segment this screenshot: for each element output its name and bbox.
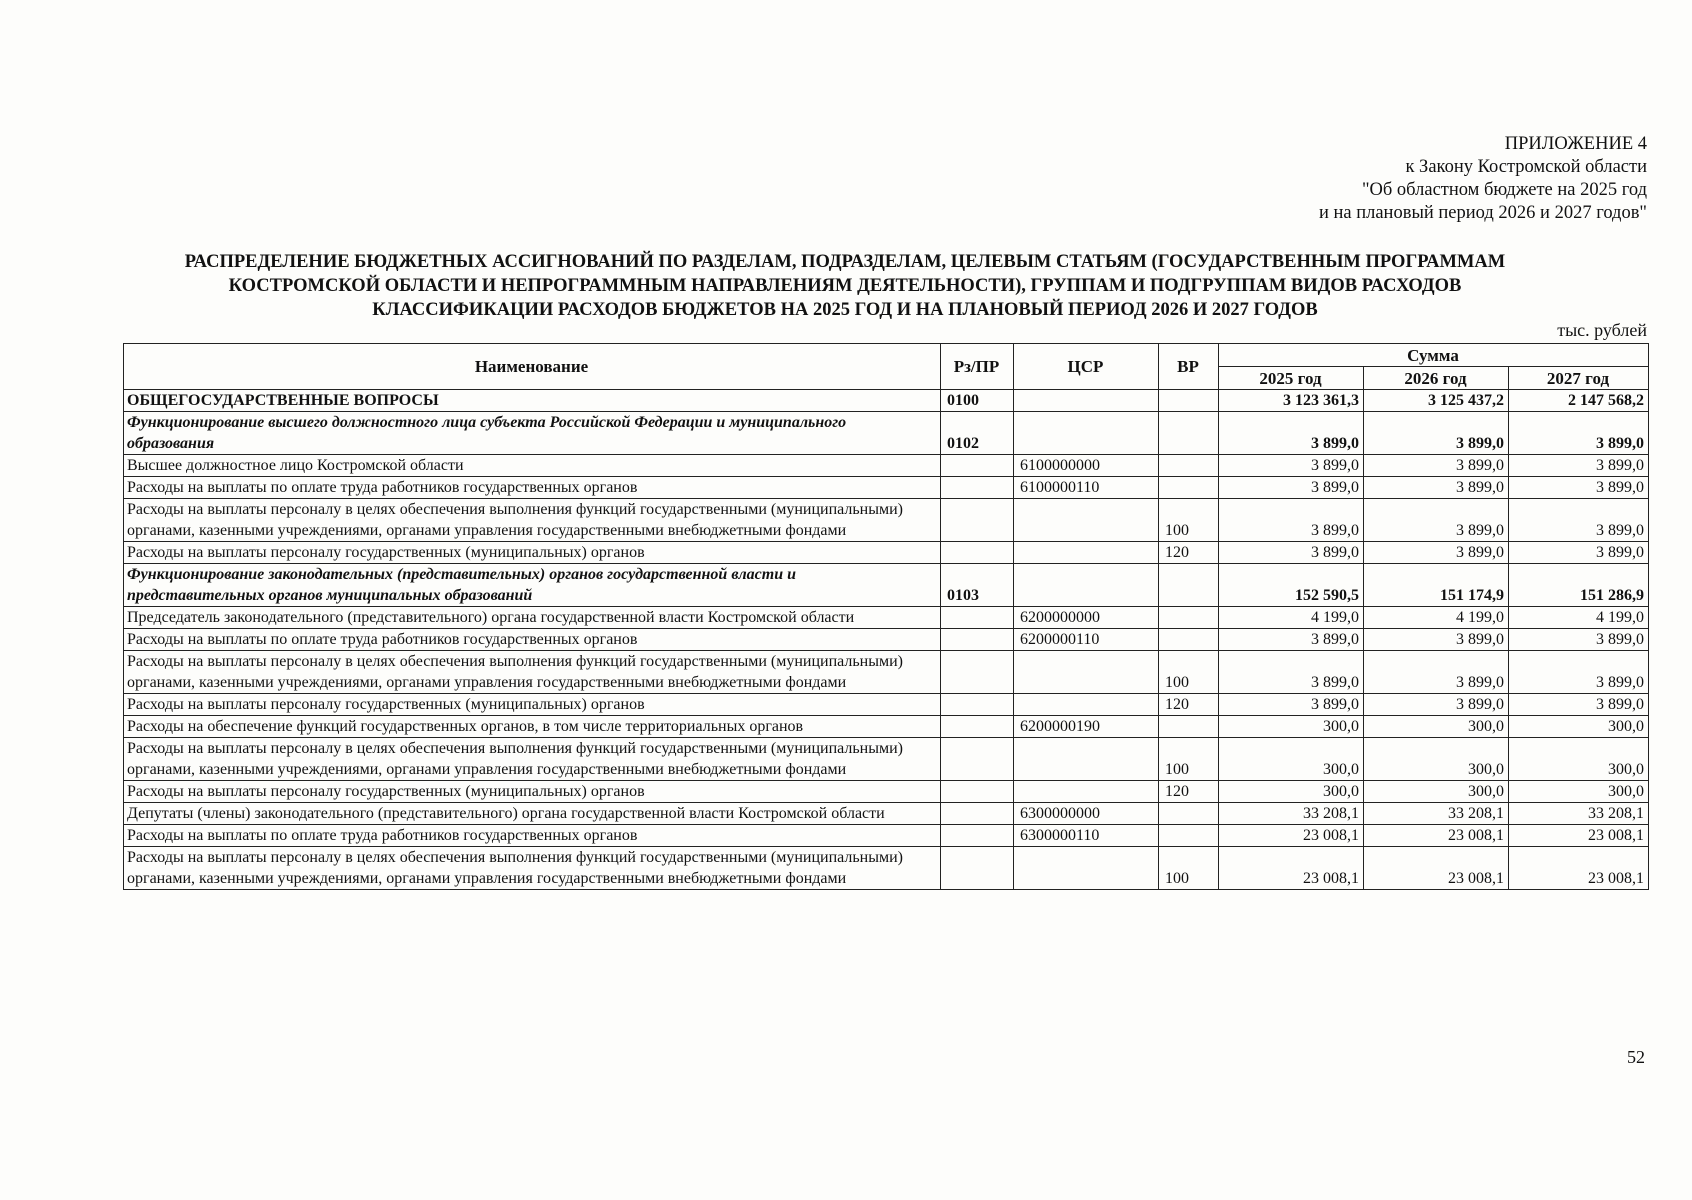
- row-vr: 100: [1159, 847, 1219, 890]
- row-amount-2026: 33 208,1: [1364, 803, 1509, 825]
- row-rzpr: [941, 455, 1014, 477]
- row-amount-2026: 300,0: [1364, 781, 1509, 803]
- row-rzpr: [941, 781, 1014, 803]
- row-name: Расходы на выплаты по оплате труда работников государственных органов: [124, 629, 941, 651]
- row-amount-2026: 3 899,0: [1364, 477, 1509, 499]
- row-csr: [1014, 694, 1159, 716]
- appendix-header: [1319, 133, 1647, 225]
- row-amount-2026: 4 199,0: [1364, 607, 1509, 629]
- row-amount-2025: 3 899,0: [1219, 629, 1364, 651]
- table-row: [124, 607, 1649, 629]
- row-vr: 100: [1159, 499, 1219, 542]
- table-row: [124, 781, 1649, 803]
- row-rzpr: 0103: [941, 564, 1014, 607]
- header-csr: ЦСР: [1014, 344, 1159, 390]
- row-csr: [1014, 412, 1159, 455]
- row-rzpr: [941, 825, 1014, 847]
- row-csr: [1014, 542, 1159, 564]
- row-amount-2026: 151 174,9: [1364, 564, 1509, 607]
- row-name: Расходы на выплаты персоналу государственных (муниципальных) органов: [124, 781, 941, 803]
- row-vr: [1159, 477, 1219, 499]
- table-body: [124, 390, 1649, 890]
- table-row: [124, 455, 1649, 477]
- row-name: Председатель законодательного (представительного) органа государственной власти Костромской области: [124, 607, 941, 629]
- row-vr: [1159, 716, 1219, 738]
- table-row: [124, 825, 1649, 847]
- row-name: Расходы на выплаты персоналу в целях обеспечения выполнения функций государственными (муниципальными) органами, казенными учреждениями, органами управления государственными внебюджетными фондами: [124, 499, 941, 542]
- row-rzpr: [941, 716, 1014, 738]
- row-rzpr: [941, 803, 1014, 825]
- row-amount-2026: 3 899,0: [1364, 629, 1509, 651]
- row-name: Функционирование законодательных (представительных) органов государственной власти и представительных органов муниципальных образований: [124, 564, 941, 607]
- title-line: КЛАССИФИКАЦИИ РАСХОДОВ БЮДЖЕТОВ НА 2025 ГОД И НА ПЛАНОВЫЙ ПЕРИОД 2026 И 2027 ГОДОВ: [372, 300, 1318, 320]
- row-amount-2027: 3 899,0: [1509, 651, 1649, 694]
- row-vr: [1159, 390, 1219, 412]
- row-csr: 6300000110: [1014, 825, 1159, 847]
- row-csr: 6300000000: [1014, 803, 1159, 825]
- row-vr: [1159, 629, 1219, 651]
- row-amount-2025: 3 899,0: [1219, 542, 1364, 564]
- row-amount-2025: 300,0: [1219, 781, 1364, 803]
- row-vr: [1159, 803, 1219, 825]
- row-amount-2026: 300,0: [1364, 716, 1509, 738]
- row-csr: 6100000110: [1014, 477, 1159, 499]
- table-row: [124, 477, 1649, 499]
- row-amount-2027: 3 899,0: [1509, 412, 1649, 455]
- row-amount-2025: 3 899,0: [1219, 694, 1364, 716]
- table-row: [124, 629, 1649, 651]
- row-amount-2025: 33 208,1: [1219, 803, 1364, 825]
- row-csr: 6200000110: [1014, 629, 1159, 651]
- row-amount-2027: 2 147 568,2: [1509, 390, 1649, 412]
- row-csr: 6200000000: [1014, 607, 1159, 629]
- row-vr: [1159, 412, 1219, 455]
- table-row: [124, 390, 1649, 412]
- row-vr: 120: [1159, 781, 1219, 803]
- row-name: Депутаты (члены) законодательного (представительного) органа государственной власти Костромской области: [124, 803, 941, 825]
- row-amount-2025: 300,0: [1219, 738, 1364, 781]
- row-amount-2025: 300,0: [1219, 716, 1364, 738]
- row-csr: [1014, 564, 1159, 607]
- table-row: [124, 412, 1649, 455]
- row-csr: [1014, 390, 1159, 412]
- row-name: ОБЩЕГОСУДАРСТВЕННЫЕ ВОПРОСЫ: [124, 390, 941, 412]
- appendix-line: к Закону Костромской области: [1405, 157, 1647, 177]
- row-amount-2026: 3 899,0: [1364, 412, 1509, 455]
- row-rzpr: [941, 542, 1014, 564]
- row-name: Высшее должностное лицо Костромской области: [124, 455, 941, 477]
- row-amount-2025: 23 008,1: [1219, 847, 1364, 890]
- title-line: КОСТРОМСКОЙ ОБЛАСТИ И НЕПРОГРАММНЫМ НАПРАВЛЕНИЯМ ДЕЯТЕЛЬНОСТИ), ГРУППАМ И ПОДГРУППАМ ВИДОВ РАСХОДОВ: [228, 276, 1462, 296]
- budget-table: [123, 343, 1649, 890]
- row-csr: [1014, 499, 1159, 542]
- row-amount-2025: 152 590,5: [1219, 564, 1364, 607]
- row-amount-2027: 23 008,1: [1509, 825, 1649, 847]
- units-label: тыс. рублей: [1557, 320, 1647, 340]
- row-amount-2026: 3 899,0: [1364, 499, 1509, 542]
- row-amount-2025: 4 199,0: [1219, 607, 1364, 629]
- row-amount-2026: 3 899,0: [1364, 694, 1509, 716]
- row-rzpr: [941, 629, 1014, 651]
- row-name: Расходы на выплаты персоналу государственных (муниципальных) органов: [124, 542, 941, 564]
- row-amount-2025: 3 899,0: [1219, 477, 1364, 499]
- row-amount-2025: 3 899,0: [1219, 412, 1364, 455]
- row-vr: 100: [1159, 738, 1219, 781]
- row-amount-2027: 4 199,0: [1509, 607, 1649, 629]
- row-csr: [1014, 738, 1159, 781]
- appendix-line: ПРИЛОЖЕНИЕ 4: [1504, 134, 1647, 154]
- row-csr: 6100000000: [1014, 455, 1159, 477]
- row-csr: [1014, 651, 1159, 694]
- page-number: 52: [1627, 1047, 1645, 1067]
- row-amount-2025: 3 123 361,3: [1219, 390, 1364, 412]
- row-amount-2027: 3 899,0: [1509, 477, 1649, 499]
- row-vr: 120: [1159, 542, 1219, 564]
- row-amount-2027: 3 899,0: [1509, 542, 1649, 564]
- row-amount-2027: 300,0: [1509, 716, 1649, 738]
- row-rzpr: [941, 847, 1014, 890]
- row-amount-2026: 3 899,0: [1364, 455, 1509, 477]
- row-csr: [1014, 781, 1159, 803]
- row-name: Расходы на выплаты по оплате труда работников государственных органов: [124, 825, 941, 847]
- header-vr: ВР: [1159, 344, 1219, 390]
- row-amount-2026: 3 125 437,2: [1364, 390, 1509, 412]
- header-name: Наименование: [124, 344, 941, 390]
- row-amount-2027: 3 899,0: [1509, 499, 1649, 542]
- row-rzpr: 0102: [941, 412, 1014, 455]
- row-name: Расходы на выплаты персоналу в целях обеспечения выполнения функций государственными (муниципальными) органами, казенными учреждениями, органами управления государственными внебюджетными фондами: [124, 738, 941, 781]
- header-rzpr: Рз/ПР: [941, 344, 1014, 390]
- row-name: Расходы на выплаты персоналу государственных (муниципальных) органов: [124, 694, 941, 716]
- row-amount-2026: 300,0: [1364, 738, 1509, 781]
- title-line: РАСПРЕДЕЛЕНИЕ БЮДЖЕТНЫХ АССИГНОВАНИЙ ПО РАЗДЕЛАМ, ПОДРАЗДЕЛАМ, ЦЕЛЕВЫМ СТАТЬЯМ (ГОСУДАРСТВЕННЫМ ПРОГРАММАМ: [184, 252, 1506, 272]
- table-row: [124, 738, 1649, 781]
- row-vr: [1159, 564, 1219, 607]
- header-year-2026: 2026 год: [1364, 367, 1509, 390]
- row-vr: [1159, 825, 1219, 847]
- row-name: Расходы на выплаты персоналу в целях обеспечения выполнения функций государственными (муниципальными) органами, казенными учреждениями, органами управления государственными внебюджетными фондами: [124, 651, 941, 694]
- row-amount-2026: 23 008,1: [1364, 825, 1509, 847]
- row-amount-2027: 300,0: [1509, 738, 1649, 781]
- row-amount-2027: 3 899,0: [1509, 455, 1649, 477]
- row-vr: [1159, 455, 1219, 477]
- row-amount-2026: 3 899,0: [1364, 542, 1509, 564]
- header-sum: Сумма: [1219, 344, 1649, 367]
- row-rzpr: [941, 477, 1014, 499]
- table-row: [124, 716, 1649, 738]
- header-year-2027: 2027 год: [1509, 367, 1649, 390]
- row-amount-2027: 23 008,1: [1509, 847, 1649, 890]
- row-amount-2027: 33 208,1: [1509, 803, 1649, 825]
- row-vr: 100: [1159, 651, 1219, 694]
- table-row: [124, 694, 1649, 716]
- appendix-line: "Об областном бюджете на 2025 год: [1361, 180, 1647, 200]
- header-year-2025: 2025 год: [1219, 367, 1364, 390]
- row-rzpr: [941, 499, 1014, 542]
- row-amount-2026: 23 008,1: [1364, 847, 1509, 890]
- row-rzpr: [941, 738, 1014, 781]
- row-csr: [1014, 847, 1159, 890]
- row-amount-2027: 300,0: [1509, 781, 1649, 803]
- table-row: [124, 542, 1649, 564]
- row-amount-2025: 23 008,1: [1219, 825, 1364, 847]
- row-rzpr: [941, 694, 1014, 716]
- table-row: [124, 847, 1649, 890]
- table-row: [124, 803, 1649, 825]
- row-vr: [1159, 607, 1219, 629]
- row-amount-2025: 3 899,0: [1219, 455, 1364, 477]
- row-amount-2026: 3 899,0: [1364, 651, 1509, 694]
- row-csr: 6200000190: [1014, 716, 1159, 738]
- row-name: Функционирование высшего должностного лица субъекта Российской Федерации и муниципального образования: [124, 412, 941, 455]
- document-title: [120, 250, 1570, 322]
- table-row: [124, 499, 1649, 542]
- row-rzpr: [941, 607, 1014, 629]
- row-amount-2027: 151 286,9: [1509, 564, 1649, 607]
- row-name: Расходы на выплаты персоналу в целях обеспечения выполнения функций государственными (муниципальными) органами, казенными учреждениями, органами управления государственными внебюджетными фондами: [124, 847, 941, 890]
- row-rzpr: [941, 651, 1014, 694]
- row-amount-2025: 3 899,0: [1219, 651, 1364, 694]
- row-amount-2027: 3 899,0: [1509, 694, 1649, 716]
- row-amount-2025: 3 899,0: [1219, 499, 1364, 542]
- row-name: Расходы на выплаты по оплате труда работников государственных органов: [124, 477, 941, 499]
- table-row: [124, 564, 1649, 607]
- appendix-line: и на плановый период 2026 и 2027 годов": [1318, 203, 1647, 223]
- row-rzpr: 0100: [941, 390, 1014, 412]
- table-row: [124, 651, 1649, 694]
- row-vr: 120: [1159, 694, 1219, 716]
- row-amount-2027: 3 899,0: [1509, 629, 1649, 651]
- row-name: Расходы на обеспечение функций государственных органов, в том числе территориальных органов: [124, 716, 941, 738]
